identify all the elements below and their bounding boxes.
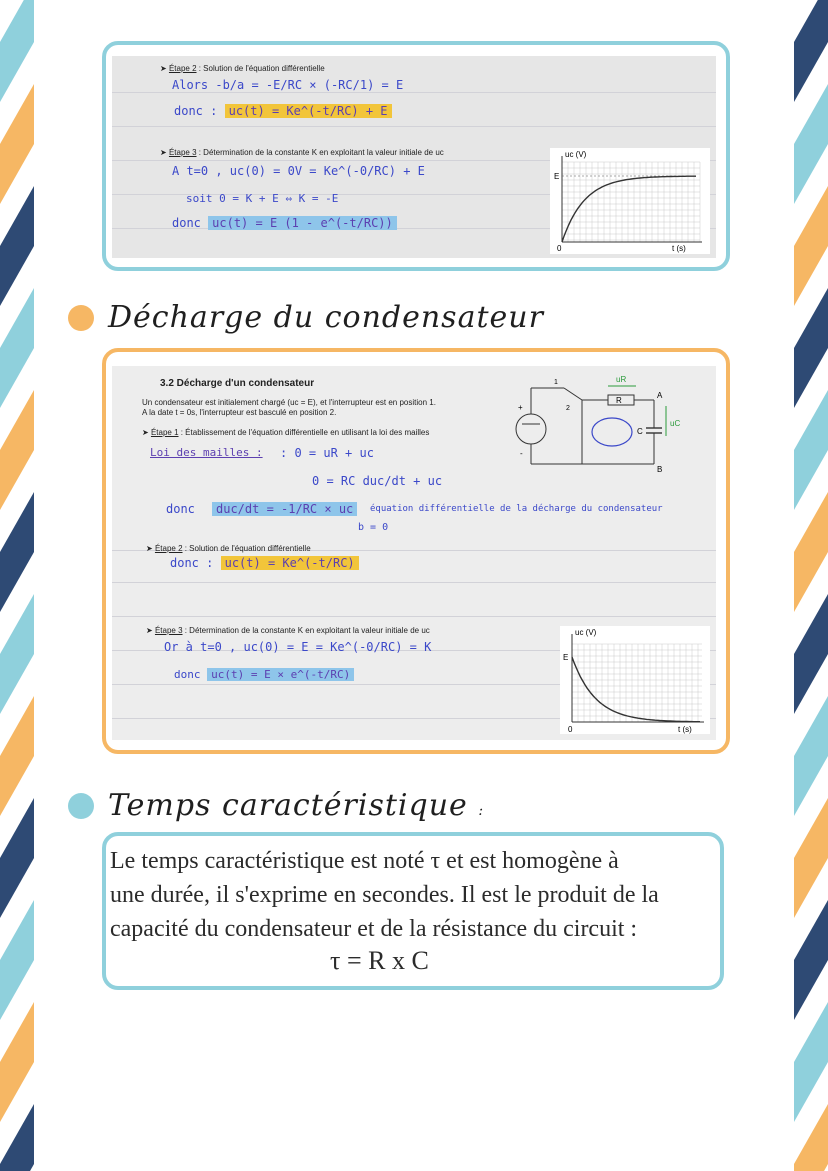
step3-heading: ➤ Étape 3 : Détermination de la constante K en exploitant la valeur initiale de uc (160, 148, 444, 157)
loi-des-mailles: Loi des mailles : (150, 446, 263, 459)
diff-eq-highlight: duc/dt = -1/RC × uc (212, 502, 357, 516)
decharge-step3-line1: Or à t=0 , uc(0) = E = Ke^(-0/RC) = K (164, 640, 432, 654)
decharge-heading: 3.2 Décharge d'un condensateur (160, 378, 315, 389)
charge-graph-e: E (554, 172, 560, 181)
charge-graph-origin: 0 (557, 244, 562, 253)
step3-solution-highlight: uc(t) = E (1 - e^(-t/RC)) (208, 216, 397, 230)
decharge-intro-1: Un condensateur est initialement chargé (uc = E), et l'interrupteur est en position 1. (142, 398, 436, 407)
decharge-step2-line: donc : uc(t) = Ke^(-t/RC) (170, 556, 359, 570)
circuit-label-uc: uC (670, 419, 681, 428)
decharge-intro-2: A la date t = 0s, l'interrupteur est basculé en position 2. (142, 408, 337, 417)
step2-line1: Alors -b/a = -E/RC × (-RC/1) = E (172, 78, 404, 92)
maille-eq1: : 0 = uR + uc (280, 446, 374, 460)
decharge-graph-ylabel: uc (V) (575, 628, 597, 637)
circuit-label-ur: uR (616, 375, 627, 384)
circuit-minus: - (520, 449, 523, 458)
step3-line3: donc uc(t) = E (1 - e^(-t/RC)) (172, 216, 397, 230)
charge-graph-xlabel: t (s) (672, 244, 686, 253)
section-decharge-heading (68, 300, 544, 335)
circuit-label-c: C (637, 427, 643, 436)
blue-bullet-dot (68, 793, 94, 819)
diff-eq-note: équation différentielle de la décharge du condensateur (370, 504, 663, 514)
charge-photo (112, 56, 716, 258)
decharge-step3-line2: donc uc(t) = E × e^(-t/RC) (174, 668, 354, 681)
definition-text (110, 844, 716, 946)
charge-graph-ylabel: uc (V) (565, 150, 587, 159)
step3-line1: A t=0 , uc(0) = 0V = Ke^(-0/RC) + E (172, 164, 425, 178)
decharge-photo (112, 366, 716, 740)
decharge-solution-highlight: uc(t) = Ke^(-t/RC) (221, 556, 359, 570)
donc-label: donc (166, 502, 195, 516)
circuit-label-1: 1 (554, 379, 558, 386)
section-temps-heading (68, 788, 484, 823)
decharge-graph-xlabel: t (s) (678, 725, 692, 734)
circuit-label-2: 2 (566, 405, 570, 412)
maille-eq2: 0 = RC duc/dt + uc (312, 474, 443, 488)
circuit-label-r: R (616, 396, 622, 405)
decharge-graph-origin: 0 (568, 725, 573, 734)
step2-solution-highlight: uc(t) = Ke^(-t/RC) + E (225, 104, 392, 118)
charge-graph (550, 148, 710, 254)
right-stripe-border (794, 0, 828, 1171)
step2-heading: ➤ Étape 2 : Solution de l'équation différentielle (160, 64, 325, 73)
tau-formula: τ = R x C (330, 946, 429, 975)
decharge-final-highlight: uc(t) = E × e^(-t/RC) (207, 668, 354, 681)
decharge-step3-heading: ➤ Étape 3 : Détermination de la constante K en exploitant la valeur initiale de uc (146, 626, 430, 635)
section-decharge-title: Décharge du condensateur (108, 300, 544, 335)
definition-line-2: une durée, il s'exprime en secondes. Il est le produit de la (110, 882, 659, 908)
rc-circuit-diagram (512, 370, 712, 474)
circuit-plus: + (518, 403, 523, 412)
circuit-label-b: B (657, 465, 663, 474)
orange-bullet-dot (68, 305, 94, 331)
left-stripe-border (0, 0, 34, 1171)
definition-line-1: Le temps caractéristique est noté τ et est homogène à (110, 848, 619, 874)
definition-line-3: capacité du condensateur et de la résistance du circuit : (110, 916, 638, 942)
decharge-graph (560, 626, 710, 734)
decharge-step1-heading: ➤ Étape 1 : Établissement de l'équation différentielle en utilisant la loi des mailles (142, 428, 430, 437)
decharge-step2-heading: ➤ Étape 2 : Solution de l'équation différentielle (146, 544, 311, 553)
b-equals-zero: b = 0 (358, 522, 389, 533)
circuit-label-a: A (657, 391, 663, 400)
step2-line2: donc : uc(t) = Ke^(-t/RC) + E (174, 104, 392, 118)
decharge-graph-e: E (563, 653, 569, 662)
section-temps-title: Temps caractéristique : (108, 788, 485, 823)
step3-line2: soit 0 = K + E ⇔ K = -E (186, 192, 339, 205)
